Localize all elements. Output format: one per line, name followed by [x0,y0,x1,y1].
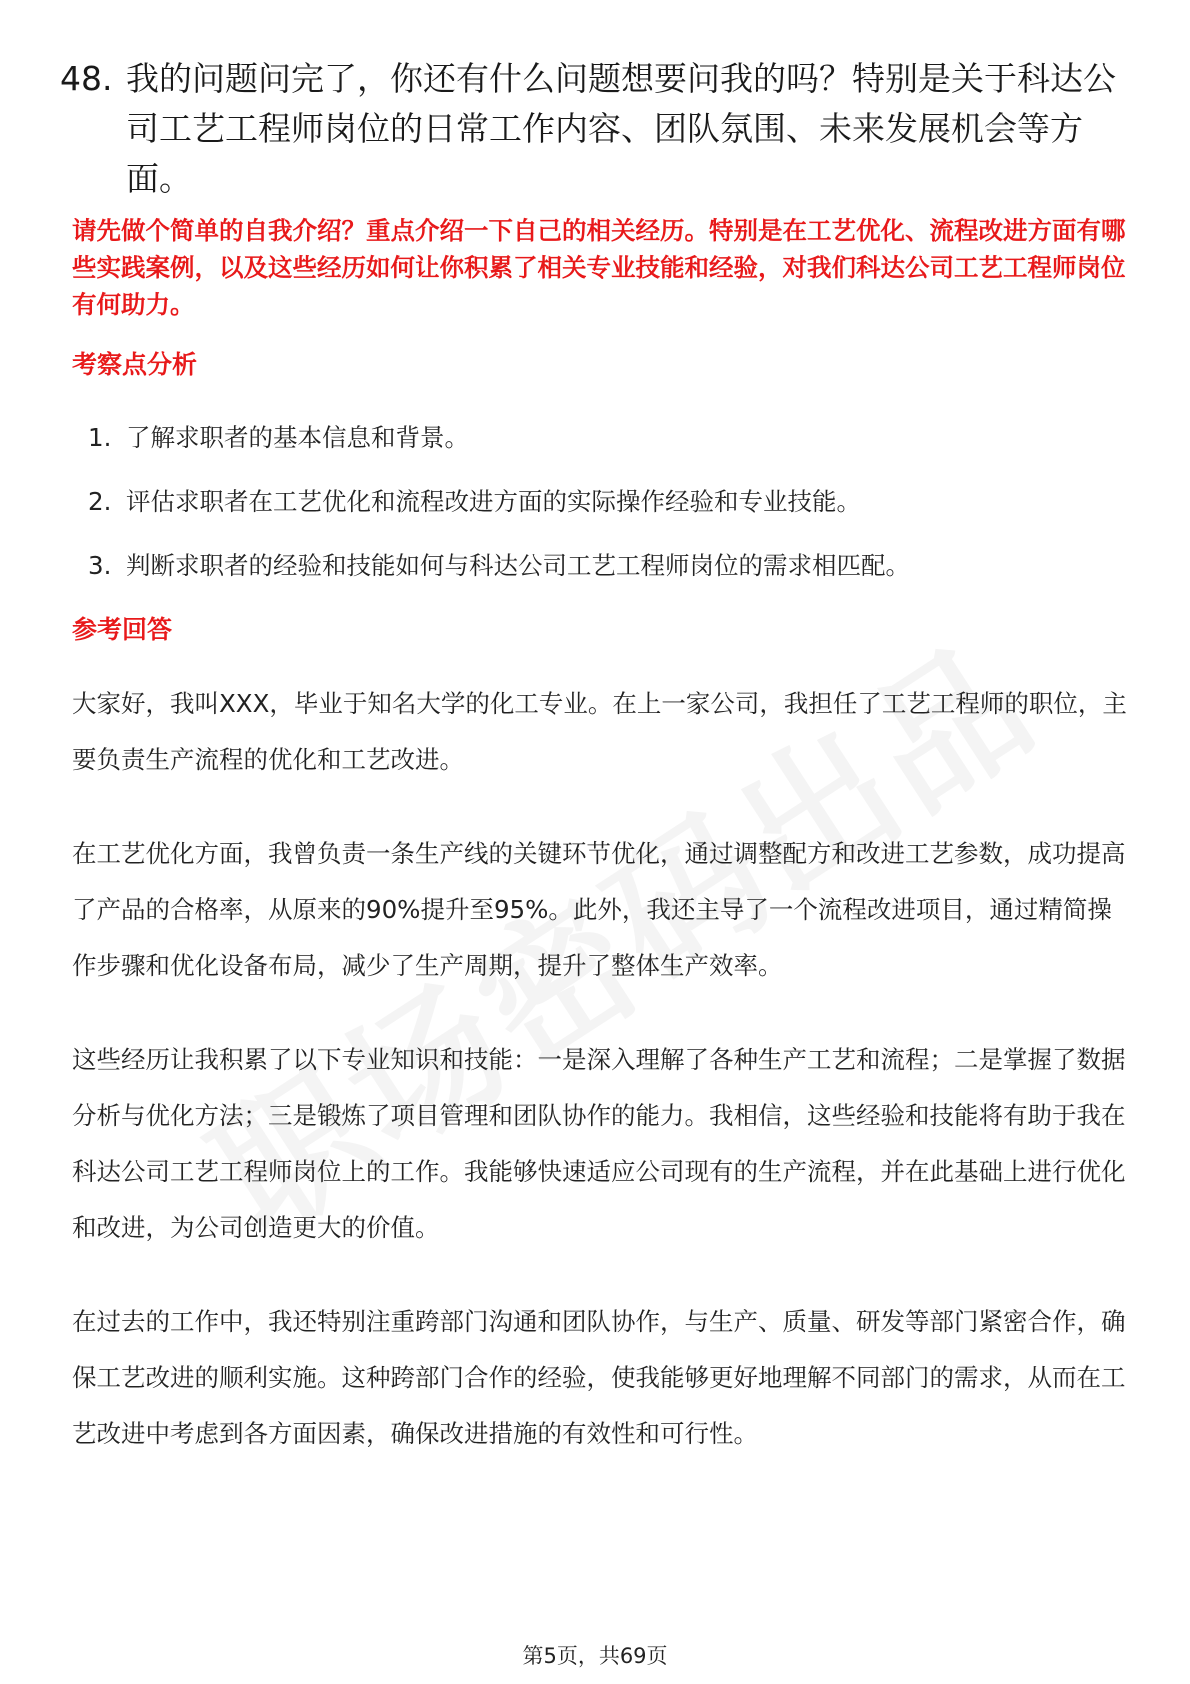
question-title [60,54,1140,204]
list-item-number: 1. [88,423,112,452]
list-item-number: 3. [88,551,112,580]
answer-heading: 参考回答 [72,615,173,644]
list-item-text: 判断求职者的经验和技能如何与科达公司工艺工程师岗位的需求相匹配。 [126,551,910,580]
list-item [88,546,1128,586]
list-item-number: 2. [88,487,112,516]
list-item-text: 了解求职者的基本信息和背景。 [126,423,469,452]
list-item [88,482,1128,522]
interview-question: 请先做个简单的自我介绍？重点介绍一下自己的相关经历。特别是在工艺优化、流程改进方面有哪些实践案例，以及这些经历如何让你积累了相关专业技能和经验，对我们科达公司工艺工程师岗位有何助力。 [72,216,1126,319]
answer-paragraph: 这些经历让我积累了以下专业知识和技能：一是深入理解了各种生产工艺和流程；二是掌握了数据分析与优化方法；三是锻炼了项目管理和团队协作的能力。我相信，这些经验和技能将有助于我在科达公司工艺工程师岗位上的工作。我能够快速适应公司现有的生产流程，并在此基础上进行优化和改进，为公司创造更大的价值。 [72,1045,1126,1242]
answer-paragraph: 大家好，我叫XXX，毕业于知名大学的化工专业。在上一家公司，我担任了工艺工程师的职位，主要负责生产流程的优化和工艺改进。 [72,689,1127,774]
answer-paragraph: 在工艺优化方面，我曾负责一条生产线的关键环节优化，通过调整配方和改进工艺参数，成功提高了产品的合格率，从原来的90%提升至95%。此外，我还主导了一个流程改进项目，通过精简操作步骤和优化设备布局，减少了生产周期，提升了整体生产效率。 [72,839,1126,980]
list-item-text: 评估求职者在工艺优化和流程改进方面的实际操作经验和专业技能。 [126,487,861,516]
page-footer: 第5页，共69页 [522,1644,668,1668]
question-text: 我的问题问完了，你还有什么问题想要问我的吗？特别是关于科达公司工艺工程师岗位的日常工作内容、团队氛围、未来发展机会等方面。 [126,59,1116,198]
question-number: 48. [60,59,113,98]
analysis-heading: 考察点分析 [72,350,198,379]
answer-body [72,676,1136,1500]
answer-paragraph: 在过去的工作中，我还特别注重跨部门沟通和团队协作，与生产、质量、研发等部门紧密合作，确保工艺改进的顺利实施。这种跨部门合作的经验，使我能够更好地理解不同部门的需求，从而在工艺改进中考虑到各方面因素，确保改进措施的有效性和可行性。 [72,1307,1126,1448]
list-item [88,418,1128,458]
analysis-points [88,418,1128,610]
